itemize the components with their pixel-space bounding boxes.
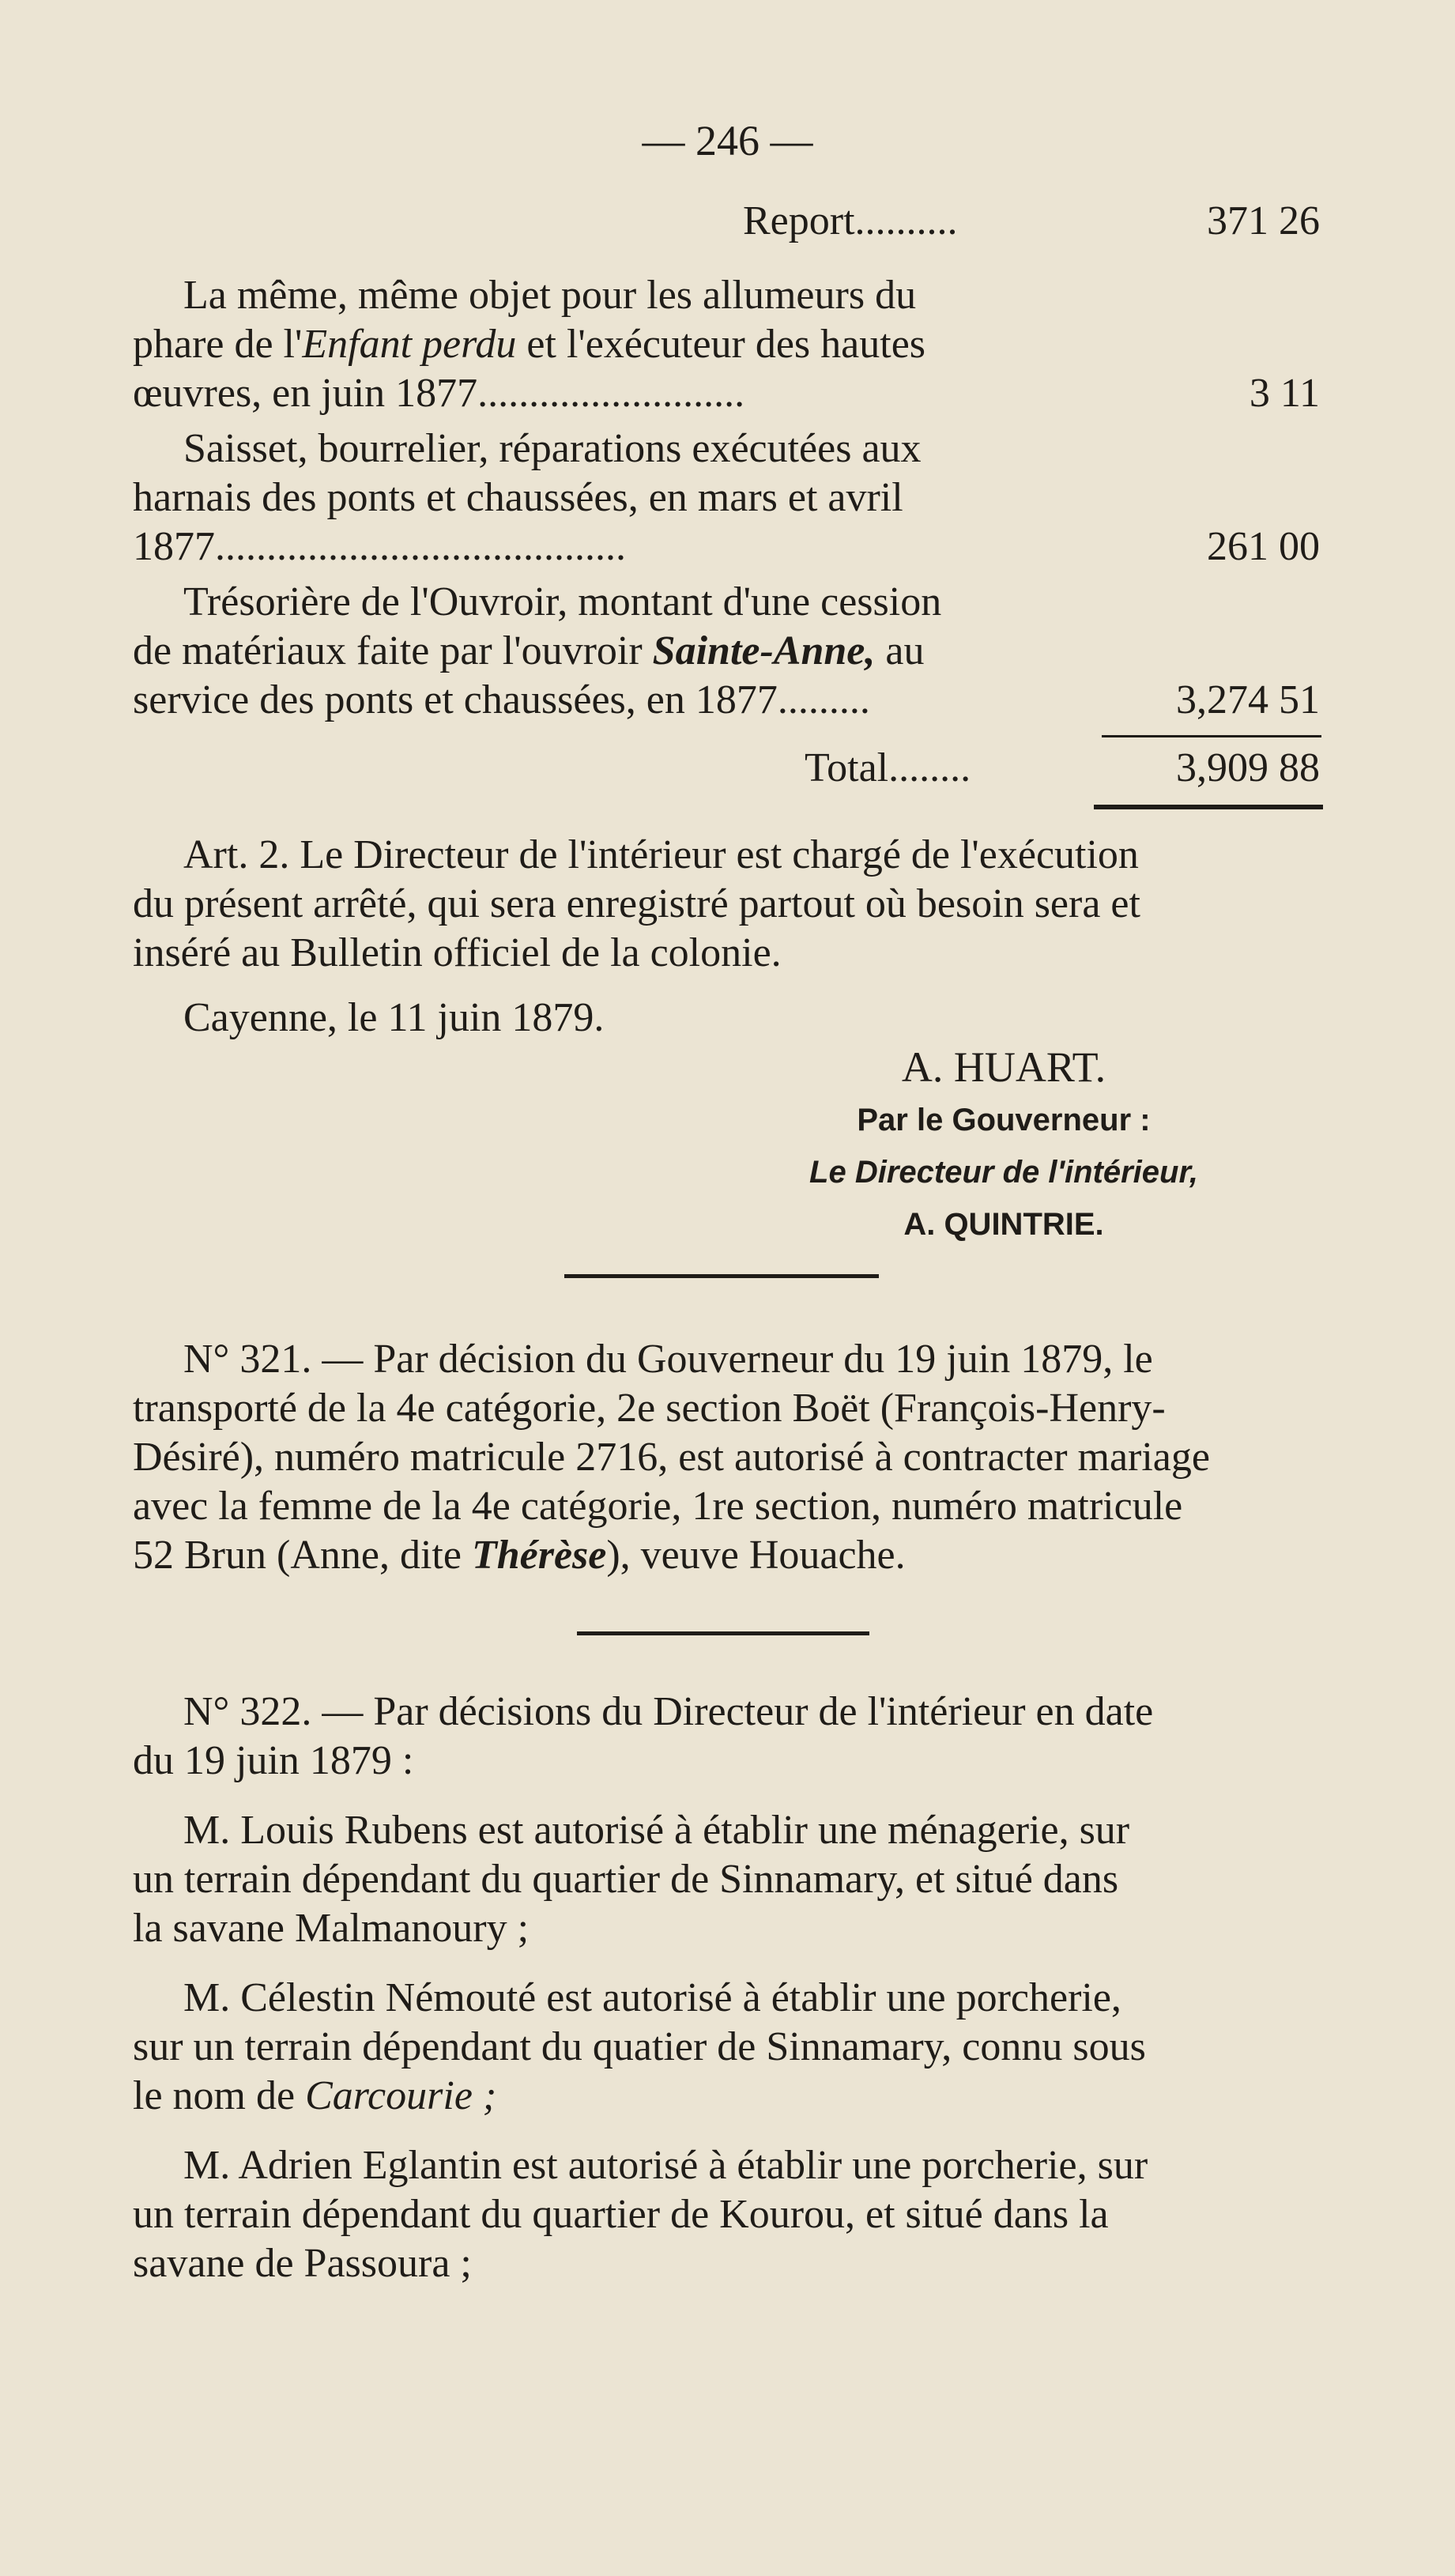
page-number: — 246 — [642, 117, 813, 164]
total-amount: 3,909 88 [1176, 745, 1320, 790]
item-2-amount: 261 00 [1207, 524, 1320, 569]
authorization-1-line-3: la savane Malmanoury ; [133, 1906, 530, 1951]
total-rule [1102, 735, 1321, 737]
article-2-line-2: du présent arrêté, qui sera enregistré partout où besoin sera et [133, 881, 1140, 926]
divider-321 [564, 1274, 879, 1278]
decision-322-line-1: N° 322. — Par décisions du Directeur de l'intérieur en date [183, 1689, 1154, 1734]
item-2-line-1: Saisset, bourrelier, réparations exécutées aux [183, 426, 922, 471]
signatory-name: A. HUART. [901, 1043, 1106, 1091]
report-label: Report.......... [743, 198, 958, 243]
item-2-line-2: harnais des ponts et chaussées, en mars et avril [133, 475, 903, 520]
authorization-3-line-2: un terrain dépendant du quartier de Kourou, et situé dans la [133, 2192, 1109, 2237]
authorization-3-line-3: savane de Passoura ; [133, 2241, 472, 2286]
divider-322 [577, 1631, 869, 1635]
authorization-2-line-2: sur un terrain dépendant du quatier de Sinnamary, connu sous [133, 2024, 1146, 2069]
place-date: Cayenne, le 11 juin 1879. [183, 995, 605, 1040]
signature-director-name: A. QUINTRIE. [903, 1207, 1104, 1242]
authorization-2-line-3: le nom de Carcourie ; [133, 2073, 497, 2118]
report-amount: 371 26 [1207, 198, 1320, 243]
authorization-2-line-1: M. Célestin Némouté est autorisé à établir une porcherie, [183, 1975, 1121, 2020]
section-end-rule [1094, 805, 1323, 809]
authorization-1-line-2: un terrain dépendant du quartier de Sinnamary, et situé dans [133, 1857, 1119, 1902]
authorization-1-line-1: M. Louis Rubens est autorisé à établir une ménagerie, sur [183, 1808, 1130, 1853]
item-1-amount: 3 11 [1249, 371, 1320, 416]
item-1-line-3: œuvres, en juin 1877.......................... [133, 371, 745, 416]
article-2-line-3: inséré au Bulletin officiel de la colonie. [133, 930, 782, 975]
item-1-line-2: phare de l'Enfant perdu et l'exécuteur des hautes [133, 322, 926, 367]
signature-by-governor: Par le Gouverneur : [857, 1103, 1151, 1137]
item-3-line-1: Trésorière de l'Ouvroir, montant d'une cession [183, 579, 942, 624]
signature-director-title: Le Directeur de l'intérieur, [809, 1155, 1198, 1190]
decision-321-line-4: avec la femme de la 4e catégorie, 1re section, numéro matricule [133, 1484, 1183, 1529]
decision-322-line-2: du 19 juin 1879 : [133, 1738, 414, 1783]
item-3-line-3: service des ponts et chaussées, en 1877......... [133, 677, 870, 722]
article-2-line-1: Art. 2. Le Directeur de l'intérieur est chargé de l'exécution [183, 832, 1139, 877]
decision-321-line-1: N° 321. — Par décision du Gouverneur du 19 juin 1879, le [183, 1337, 1153, 1382]
item-3-line-2: de matériaux faite par l'ouvroir Sainte-Anne, au [133, 628, 925, 673]
item-3-amount: 3,274 51 [1176, 677, 1320, 722]
item-2-line-3: 1877........................................ [133, 524, 626, 569]
total-label: Total........ [805, 745, 971, 790]
decision-321-line-5: 52 Brun (Anne, dite Thérèse), veuve Houache. [133, 1533, 906, 1578]
authorization-3-line-1: M. Adrien Eglantin est autorisé à établir une porcherie, sur [183, 2143, 1148, 2188]
decision-321-line-3: Désiré), numéro matricule 2716, est autorisé à contracter mariage [133, 1435, 1210, 1480]
item-1-line-1: La même, même objet pour les allumeurs du [183, 273, 917, 318]
decision-321-line-2: transporté de la 4e catégorie, 2e section Boët (François-Henry- [133, 1386, 1166, 1431]
